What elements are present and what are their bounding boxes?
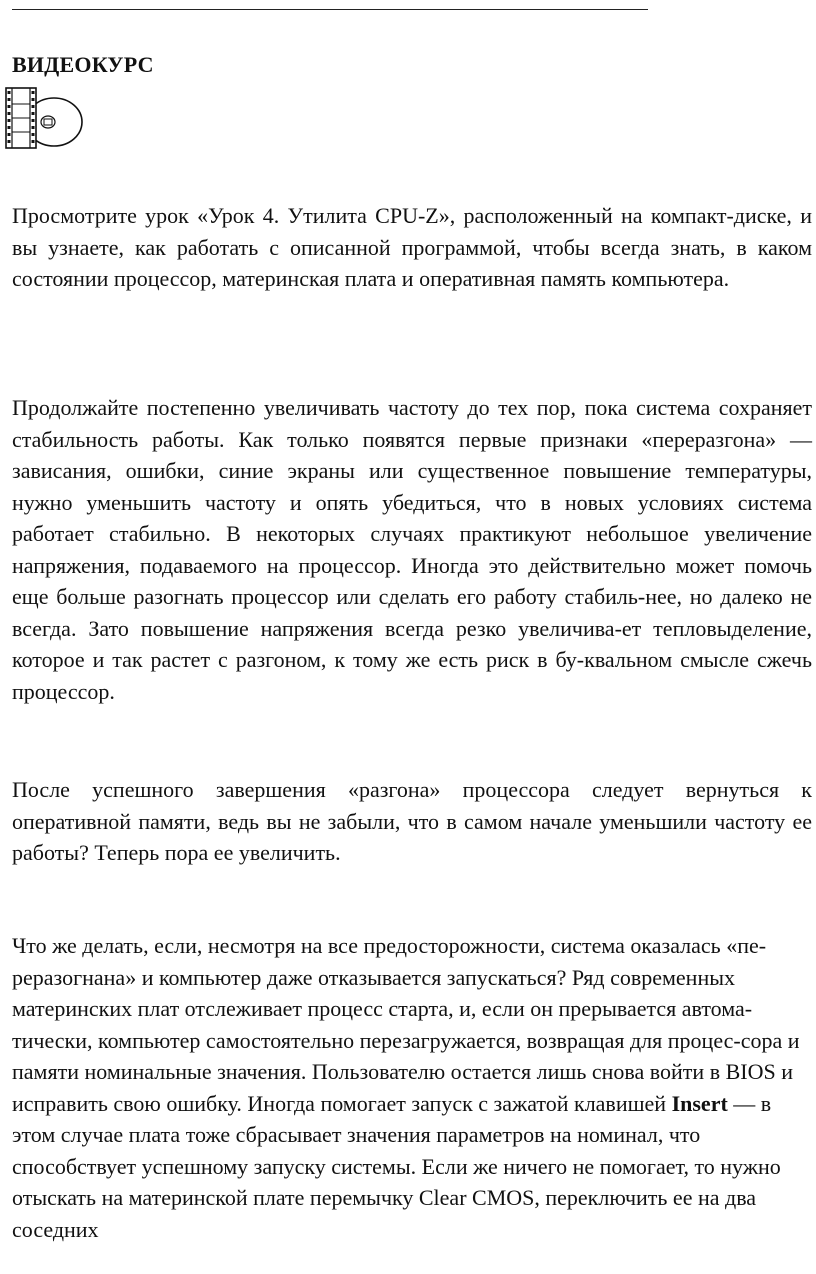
paragraph-recovery xyxy=(12,930,808,1245)
section-heading: ВИДЕОКУРС xyxy=(12,52,154,77)
paragraph-recovery-part1: Что же делать, если, несмотря на все предосторожности, система оказалась «пе-реразогнана» и компьютер даже отказывается запускаться? Ряд современных материнских плат отслеживает процесс старта, и, если он прерывается автома-тически, компьютер самостоятельно перезагружается, возвращая для процес-сора и памяти номинальные значения. Пользователю остается лишь снова войти в BIOS и исправить свою ошибку. Иногда помогает запуск с зажатой клавишей xyxy=(12,933,800,1116)
film-and-disc-icon xyxy=(4,86,84,150)
top-rule xyxy=(12,9,648,10)
paragraph-overclock-steps: Продолжайте постепенно увеличивать частоту до тех пор, пока система сохраняет стабильность работы. Как только появятся первые признаки «переразгона» — зависания, ошибки, синие экраны или существенное повышение температуры, нужно уменьшить частоту и опять убедиться, что в новых условиях система работает стабильно. В некоторых случаях практикуют небольшое увеличение напряжения, подаваемого на процессор. Иногда это действительно может помочь еще больше разогнать процессор или сделать его работу стабиль-нее, но далеко не всегда. Зато повышение напряжения всегда резко увеличива-ет тепловыделение, которое и так растет с разгоном, к тому же есть риск в бу-квальном смысле сжечь процессор. xyxy=(12,395,812,704)
paragraph-memory: После успешного завершения «разгона» процессора следует вернуться к оперативной памяти, ведь вы не забыли, что в самом начале уменьшили частоту ее работы? Теперь пора ее увеличить. xyxy=(12,777,812,865)
paragraph-recovery-part2: — в этом случае плата тоже сбрасывает значения параметров на номинал, что способствует успешному запуску системы. Если же ничего не помогает, то нужно отыскать на материнской плате перемычку Clear CMOS, переключить ее на два соседних xyxy=(12,1090,781,1242)
insert-key-label: Insert xyxy=(671,1090,728,1116)
paragraph-video-lesson: Просмотрите урок «Урок 4. Утилита CPU-Z», расположенный на компакт-диске, и вы узнаете, как работать с описанной программой, чтобы всегда знать, в каком состоянии процессор, материнская плата и оперативная память компьютера. xyxy=(12,203,812,291)
